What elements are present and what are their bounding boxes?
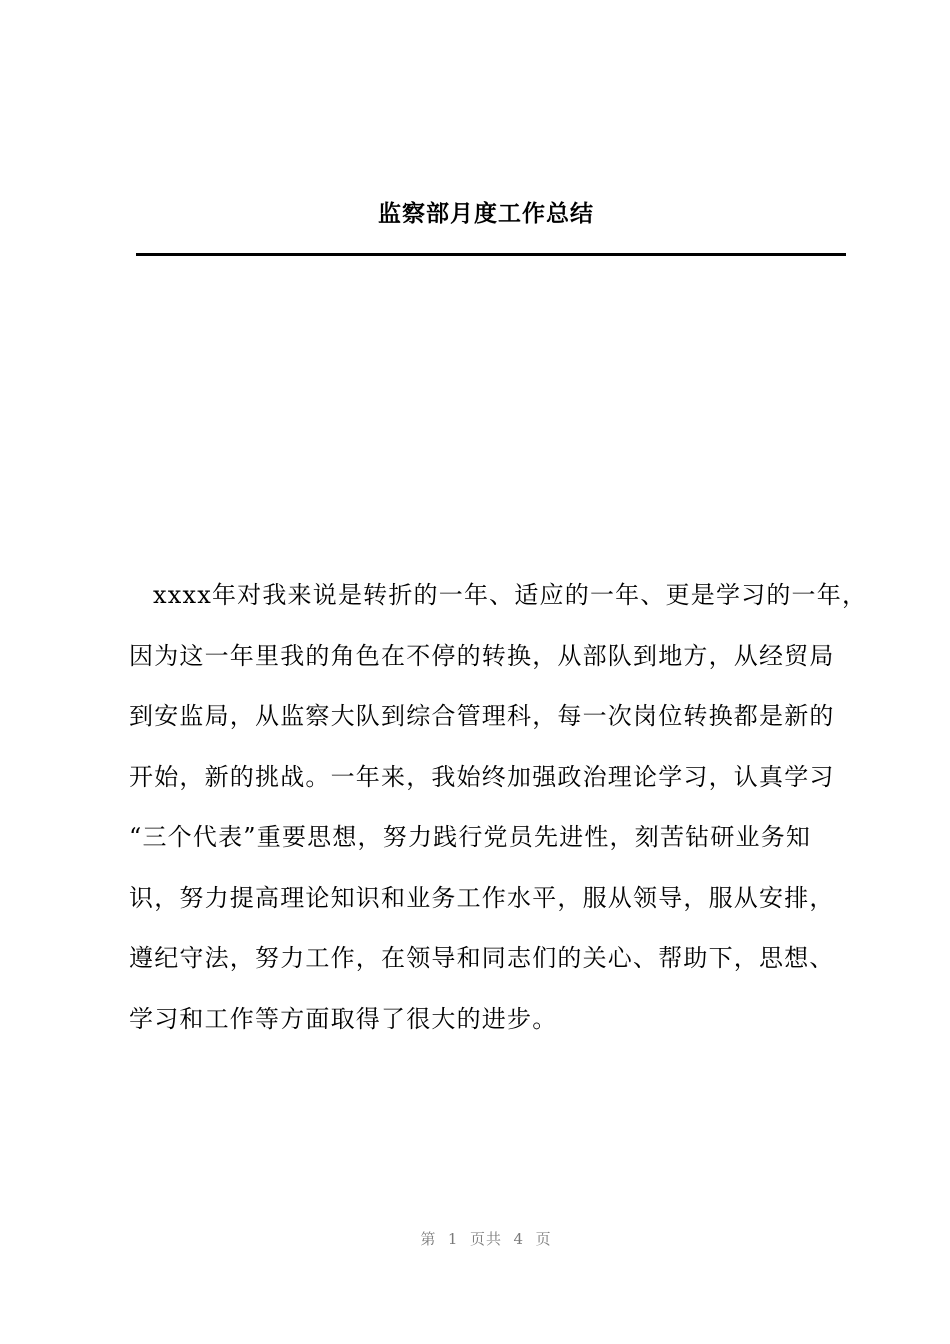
body-line: 开始，新的挑战。一年来，我始终加强政治理论学习，认真学习	[129, 762, 835, 791]
title-underline	[136, 253, 846, 256]
body-line: xxxx年对我来说是转折的一年、适应的一年、更是学习的一年，	[153, 581, 868, 609]
body-line: 遵纪守法，努力工作，在领导和同志们的关心、帮助下，思想、	[129, 944, 835, 972]
page-number-footer: 第 1 页共 4 页	[420, 1230, 552, 1248]
body-line: 到安监局，从监察大队到综合管理科，每一次岗位转换都是新的	[129, 702, 835, 730]
body-line: 因为这一年里我的角色在不停的转换，从部队到地方，从经贸局	[129, 641, 835, 670]
body-line: “三个代表”重要思想，努力践行党员先进性，刻苦钻研业务知	[129, 823, 812, 851]
body-line: 学习和工作等方面取得了很大的进步。	[129, 1004, 558, 1033]
document-body	[129, 565, 869, 1049]
document-title: 监察部月度工作总结	[378, 201, 594, 227]
body-line: 识，努力提高理论知识和业务工作水平，服从领导，服从安排，	[129, 883, 835, 912]
